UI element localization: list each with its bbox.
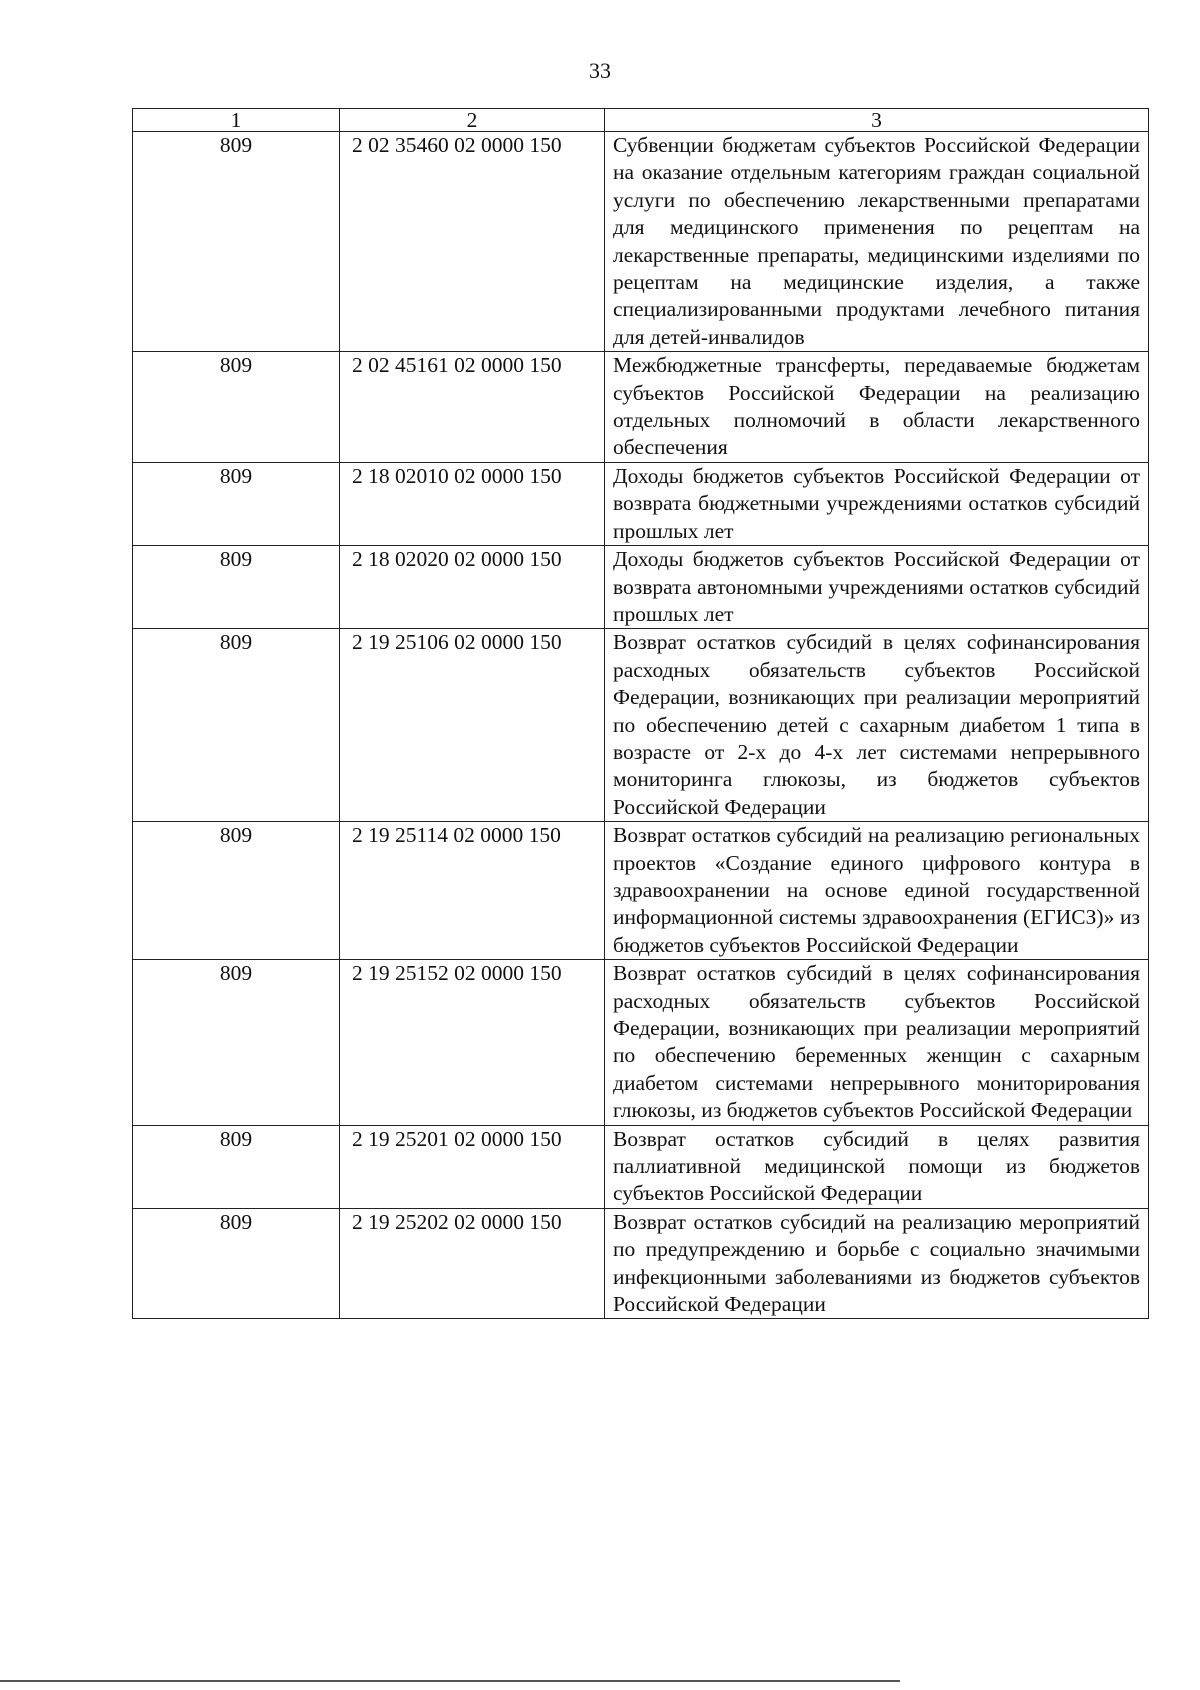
table-row <box>133 629 1149 822</box>
income-name-cell: Доходы бюджетов субъектов Российской Федерации от возврата автономными учреждениями остатков субсидий прошлых лет <box>605 546 1149 629</box>
income-name-cell: Возврат остатков субсидий на реализацию мероприятий по предупреждению и борьбе с социально значимыми инфекционными заболеваниями из бюджетов субъектов Российской Федерации <box>605 1208 1149 1319</box>
income-name-cell: Возврат остатков субсидий в целях развития паллиативной медицинской помощи из бюджетов субъектов Российской Федерации <box>605 1125 1149 1208</box>
budget-code-cell: 2 19 25114 02 0000 150 <box>340 822 605 960</box>
admin-code-cell: 809 <box>133 1125 340 1208</box>
budget-code-cell: 2 19 25202 02 0000 150 <box>340 1208 605 1319</box>
table-row <box>133 462 1149 545</box>
income-name-cell: Возврат остатков субсидий в целях софинансирования расходных обязательств субъектов Российской Федерации, возникающих при реализации мероприятий по обеспечению беременных женщин с сахарным диабетом системами непрерывного мониторирования глюкозы, из бюджетов субъектов Российской Федерации <box>605 960 1149 1125</box>
admin-code-cell: 809 <box>133 546 340 629</box>
header-col-3: 3 <box>605 109 1149 132</box>
income-name-cell: Межбюджетные трансферты, передаваемые бюджетам субъектов Российской Федерации на реализацию отдельных полномочий в области лекарственного обеспечения <box>605 352 1149 463</box>
income-name-cell: Возврат остатков субсидий на реализацию региональных проектов «Создание единого цифрового контура в здравоохранении на основе единой государственной информационной системы здравоохранения (ЕГИСЗ)» из бюджетов субъектов Российской Федерации <box>605 822 1149 960</box>
income-name-cell: Доходы бюджетов субъектов Российской Федерации от возврата бюджетными учреждениями остатков субсидий прошлых лет <box>605 462 1149 545</box>
table-row <box>133 352 1149 463</box>
income-name-cell: Возврат остатков субсидий в целях софинансирования расходных обязательств субъектов Российской Федерации, возникающих при реализации мероприятий по обеспечению детей с сахарным диабетом 1 типа в возрасте от 2-х до 4-х лет системами непрерывного мониторинга глюкозы, из бюджетов субъектов Российской Федерации <box>605 629 1149 822</box>
budget-code-cell: 2 19 25106 02 0000 150 <box>340 629 605 822</box>
table-row <box>133 960 1149 1125</box>
page-number: 33 <box>589 58 611 83</box>
table-row <box>133 546 1149 629</box>
admin-code-cell: 809 <box>133 629 340 822</box>
table-row <box>133 822 1149 960</box>
admin-code-cell: 809 <box>133 960 340 1125</box>
scan-edge-line <box>0 1680 900 1682</box>
admin-code-cell: 809 <box>133 1208 340 1319</box>
table-row <box>133 1125 1149 1208</box>
budget-code-cell: 2 18 02010 02 0000 150 <box>340 462 605 545</box>
header-col-1: 1 <box>133 109 340 132</box>
budget-code-cell: 2 19 25201 02 0000 150 <box>340 1125 605 1208</box>
table-row <box>133 1208 1149 1319</box>
budget-code-cell: 2 02 35460 02 0000 150 <box>340 132 605 352</box>
budget-code-cell: 2 18 02020 02 0000 150 <box>340 546 605 629</box>
budget-codes-table <box>132 108 1149 1319</box>
income-name-cell: Субвенции бюджетам субъектов Российской Федерации на оказание отдельным категориям граждан социальной услуги по обеспечению лекарственными препаратами для медицинского применения по рецептам на лекарственные препараты, медицинскими изделиями по рецептам на медицинские изделия, а также специализированными продуктами лечебного питания для детей-инвалидов <box>605 132 1149 352</box>
table-header-row <box>133 109 1149 132</box>
admin-code-cell: 809 <box>133 822 340 960</box>
admin-code-cell: 809 <box>133 132 340 352</box>
admin-code-cell: 809 <box>133 352 340 463</box>
header-col-2: 2 <box>340 109 605 132</box>
budget-code-cell: 2 02 45161 02 0000 150 <box>340 352 605 463</box>
table-row <box>133 132 1149 352</box>
admin-code-cell: 809 <box>133 462 340 545</box>
budget-code-cell: 2 19 25152 02 0000 150 <box>340 960 605 1125</box>
